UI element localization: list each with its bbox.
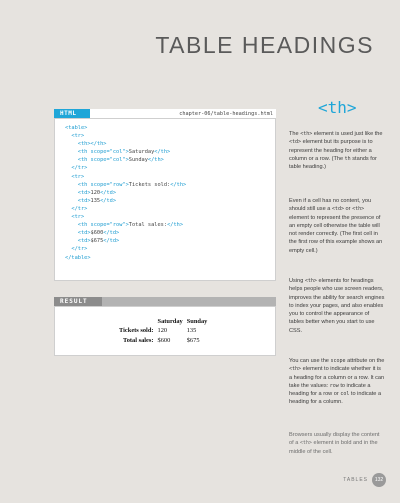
result-header-row	[117, 317, 209, 327]
code-line	[65, 254, 275, 262]
table-row	[117, 327, 209, 337]
row-heading: Tickets sold:	[119, 327, 154, 334]
sidebar-paragraph: The <th> element is used just like the <td> element but its purpose is to represent the heading for either a column or a row. (The th stands for table heading.)	[289, 131, 383, 171]
code-tag: <td>	[65, 197, 91, 204]
table-row	[117, 336, 209, 346]
code-tag: <td>	[65, 230, 91, 237]
code-panel-filename: chapter-06/table-headings.html	[179, 110, 273, 117]
code-line	[65, 164, 275, 172]
code-tag: </tr>	[65, 205, 88, 212]
table-cell: $675	[186, 336, 200, 344]
code-text: 135	[90, 197, 101, 204]
code-close-tag: </td>	[100, 197, 117, 204]
page-footer	[343, 473, 386, 487]
code-tag: <tr>	[65, 133, 85, 140]
inline-code: <td>	[331, 206, 344, 213]
code-close-tag: </th>	[167, 222, 184, 229]
code-text: Sunday	[128, 157, 148, 164]
code-tag: <tr>	[65, 173, 85, 180]
sidebar-paragraph: You can use the scope attribute on the <th> element to indicate whether it is a heading for a column or a row. It can take the values: row to indicate a heading for a row or col to indicate a heading for a column.	[289, 358, 385, 406]
code-line	[65, 189, 275, 197]
code-tag: <td>	[65, 238, 91, 245]
inline-code: <td>	[289, 139, 302, 146]
code-text: Tickets sold:	[128, 181, 171, 188]
footer-section-label: TABLES	[343, 477, 368, 483]
sidebar-paragraph: Using <th> elements for headings helps people who use screen readers, improves the ability for search engines to index your pages, and also enables you to control the appearance of tables better when you start to use CSS.	[289, 278, 385, 334]
code-close-tag: </th>	[147, 157, 164, 164]
code-listing	[54, 118, 276, 281]
code-tag: <tr>	[65, 214, 85, 221]
code-close-tag: </th>	[170, 181, 187, 188]
code-panel-header	[54, 109, 276, 118]
inline-code: <th>	[300, 131, 313, 137]
code-line	[65, 181, 275, 189]
code-text: $600	[90, 230, 104, 237]
code-close-tag: </td>	[103, 230, 120, 237]
code-tag: </tr>	[65, 246, 88, 253]
code-line	[65, 221, 275, 229]
result-header-empty	[117, 317, 156, 327]
code-tag: <td>	[65, 189, 91, 196]
code-tag: <th>	[65, 141, 91, 148]
code-text: Total sales:	[128, 222, 168, 229]
code-tag: <th scope="col">	[65, 149, 129, 156]
result-header-saturday: Saturday	[157, 317, 183, 325]
page-title: TABLE HEADINGS	[155, 32, 374, 58]
code-tag: <th scope="row">	[65, 181, 129, 188]
code-line	[65, 245, 275, 253]
code-tag: <th scope="col">	[65, 157, 129, 164]
code-line	[65, 156, 275, 164]
inline-code: <th>	[289, 366, 302, 373]
inline-code: th	[344, 155, 351, 162]
inline-code: <th>	[352, 206, 365, 213]
code-close-tag: </th>	[90, 141, 107, 148]
table-cell: 120	[157, 327, 168, 334]
code-text: Saturday	[128, 149, 155, 156]
code-line	[65, 132, 275, 140]
inline-code: col	[340, 391, 350, 398]
result-panel-header	[54, 297, 276, 306]
sidebar-paragraph: Even if a cell has no content, you should still use a <td> or <th> element to represent the presence of an empty cell otherwise the table will not render correctly. (The first cell in the first row of this example shows an empty cell.)	[289, 198, 383, 254]
result-table	[117, 317, 209, 346]
inline-code: <th>	[299, 440, 312, 447]
code-tag: </tr>	[65, 165, 88, 172]
element-heading: <th>	[318, 98, 357, 117]
code-close-tag: </td>	[103, 238, 120, 245]
inline-code: scope	[330, 358, 346, 364]
code-tag: <th scope="row">	[65, 222, 129, 229]
code-line	[65, 197, 275, 205]
code-line	[65, 124, 275, 132]
code-line	[65, 205, 275, 213]
code-line	[65, 173, 275, 181]
result-panel-tab: RESULT	[54, 297, 102, 306]
row-heading: Total sales:	[123, 336, 154, 344]
code-text: 120	[90, 189, 101, 196]
code-line	[65, 229, 275, 237]
code-line	[65, 213, 275, 221]
code-line	[65, 148, 275, 156]
code-close-tag: </th>	[154, 149, 171, 156]
sidebar-paragraph: Browsers usually display the content of a <th> element in bold and in the middle of the cell.	[289, 432, 380, 455]
code-tag: <table>	[65, 125, 88, 131]
code-line	[65, 140, 275, 148]
result-panel	[54, 306, 276, 356]
table-cell: $600	[157, 336, 171, 344]
inline-code: <th>	[304, 278, 317, 284]
code-line	[65, 237, 275, 245]
code-text: $675	[90, 238, 104, 245]
code-close-tag: </td>	[100, 189, 117, 196]
code-panel-tab: HTML	[54, 109, 90, 118]
table-cell: 135	[186, 327, 197, 334]
inline-code: row	[329, 382, 339, 389]
result-header-sunday: Sunday	[186, 317, 208, 325]
page-number: 132	[372, 473, 386, 487]
code-tag: </table>	[65, 254, 91, 261]
